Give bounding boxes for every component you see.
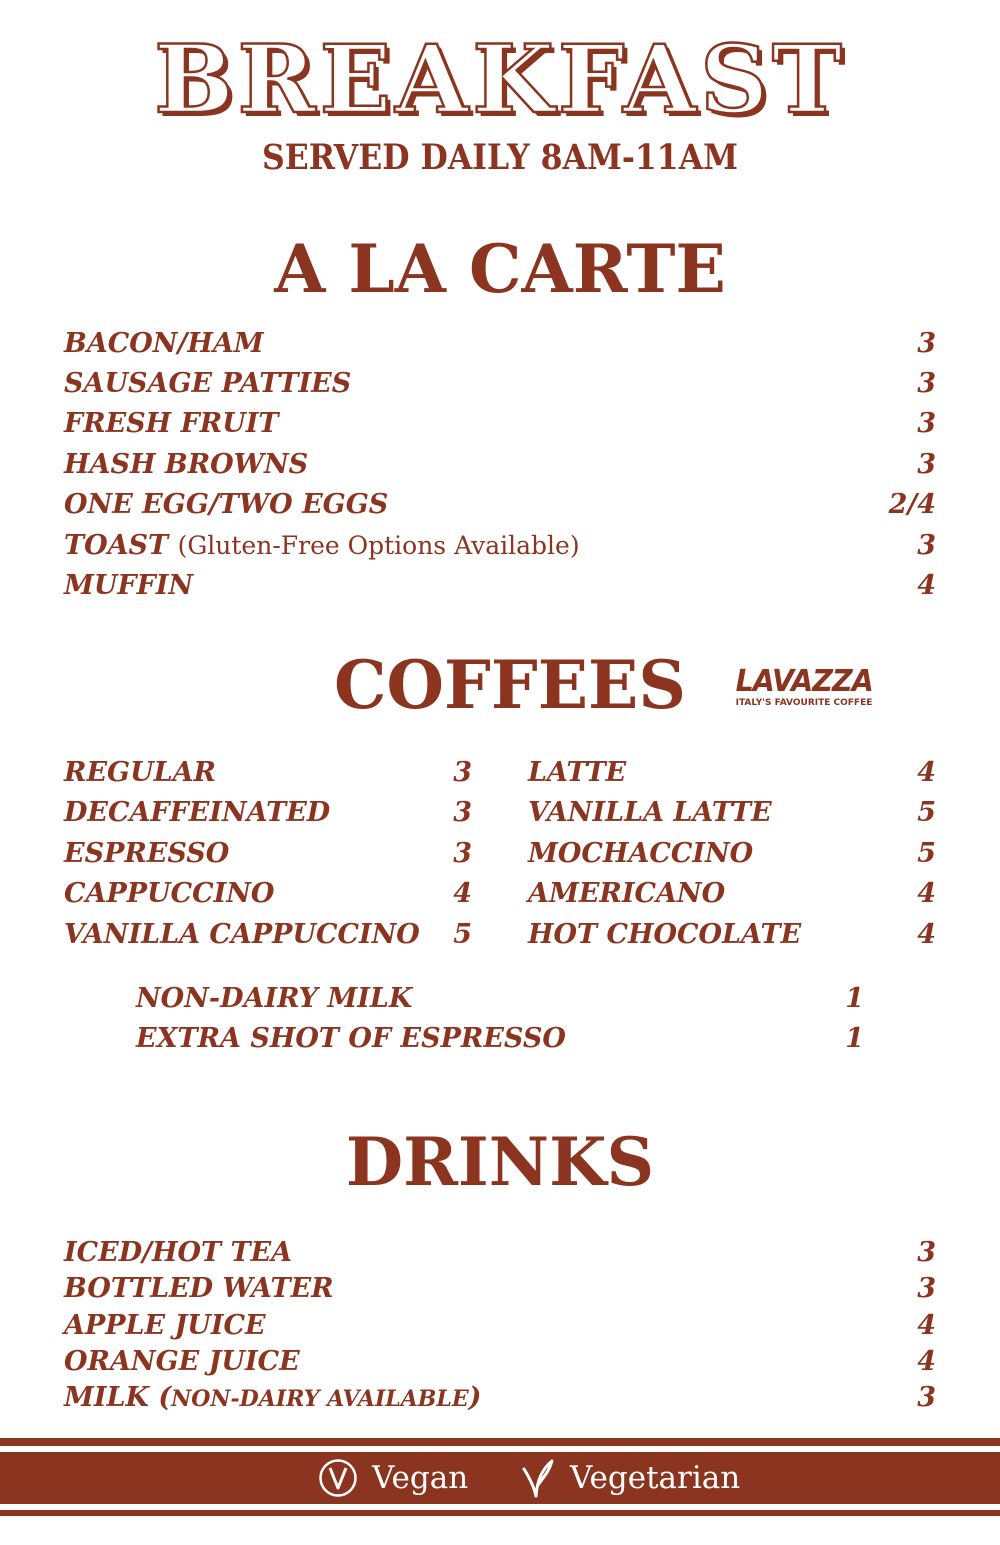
item-price: 3	[917, 449, 936, 480]
item-price: 3	[917, 1237, 936, 1268]
item-price: 4	[917, 570, 936, 601]
legend-vegetarian-label: Vegetarian	[570, 1460, 741, 1496]
item-name: MOCHACCINO	[528, 838, 754, 869]
item-name: VANILLA LATTE	[528, 797, 772, 828]
logo-tagline: ITALY'S FAVOURITE COFFEE	[735, 698, 873, 708]
item-name: NON-DAIRY MILK	[136, 983, 413, 1014]
section-heading-drinks: DRINKS	[345, 1123, 655, 1201]
item-price: 3	[917, 1273, 936, 1304]
item-price: 4	[917, 1310, 936, 1341]
item-name: ONE EGG/TWO EGGS	[64, 489, 389, 520]
item-name: SAUSAGE PATTIES	[64, 368, 352, 399]
item-note: (Gluten-Free Options Available)	[177, 531, 580, 560]
item-price: 4	[453, 878, 472, 909]
lavazza-logo	[732, 666, 876, 710]
item-name: LATTE	[528, 757, 627, 788]
item-price: 3	[453, 757, 472, 788]
item-name: HASH BROWNS	[64, 449, 309, 480]
item-name-text: TOAST	[64, 530, 169, 561]
dietary-legend-band	[0, 1452, 1000, 1504]
circled-v-icon	[318, 1458, 358, 1498]
item-name: APPLE JUICE	[64, 1310, 266, 1341]
item-price: 3	[917, 368, 936, 399]
legend-vegetarian	[520, 1452, 740, 1504]
item-name: ORANGE JUICE	[64, 1346, 300, 1377]
item-price: 2/4	[888, 489, 936, 520]
item-price: 4	[917, 878, 936, 909]
item-name-suffix: )	[468, 1382, 482, 1413]
item-name: DECAFFEINATED	[64, 797, 331, 828]
item-price: 5	[917, 838, 936, 869]
item-price: 5	[453, 919, 472, 950]
item-price: 3	[453, 797, 472, 828]
item-price: 3	[917, 530, 936, 561]
item-name: VANILLA CAPPUCCINO	[64, 919, 420, 950]
section-heading-coffees: COFFEES	[334, 646, 687, 724]
item-name: FRESH FRUIT	[64, 408, 279, 439]
item-name: ICED/HOT TEA	[64, 1237, 293, 1268]
item-name: ESPRESSO	[64, 838, 230, 869]
sprout-icon	[520, 1457, 556, 1499]
item-note: NON-DAIRY AVAILABLE	[171, 1386, 469, 1412]
item-name: MUFFIN	[64, 570, 194, 601]
logo-brand: LAVAZZA	[735, 664, 873, 699]
item-name: HOT CHOCOLATE	[528, 919, 802, 950]
item-name: REGULAR	[64, 757, 216, 788]
footer-top-rule	[0, 1438, 1000, 1446]
item-name-text: MILK (	[64, 1382, 172, 1413]
serving-hours: SERVED DAILY 8AM-11AM	[261, 137, 739, 178]
item-name: BACON/HAM	[64, 328, 264, 359]
item-price: 4	[917, 757, 936, 788]
footer-bottom-rule	[0, 1510, 1000, 1516]
item-name: BOTTLED WATER	[64, 1273, 334, 1304]
legend-vegan	[318, 1452, 468, 1504]
item-name	[64, 530, 580, 562]
item-price: 1	[845, 1023, 864, 1054]
item-price: 3	[917, 408, 936, 439]
item-name: EXTRA SHOT OF ESPRESSO	[136, 1023, 566, 1054]
item-price: 3	[917, 1382, 936, 1413]
item-name: AMERICANO	[528, 878, 726, 909]
legend-vegan-label: Vegan	[372, 1460, 469, 1496]
item-name: CAPPUCCINO	[64, 878, 275, 909]
item-price: 4	[917, 919, 936, 950]
item-price: 5	[917, 797, 936, 828]
item-price: 3	[453, 838, 472, 869]
menu-title: BREAKFAST	[154, 25, 846, 135]
item-price: 3	[917, 328, 936, 359]
item-price: 4	[917, 1346, 936, 1377]
item-name	[64, 1382, 481, 1415]
section-heading-a-la-carte: A LA CARTE	[274, 230, 726, 308]
item-price: 1	[845, 983, 864, 1014]
